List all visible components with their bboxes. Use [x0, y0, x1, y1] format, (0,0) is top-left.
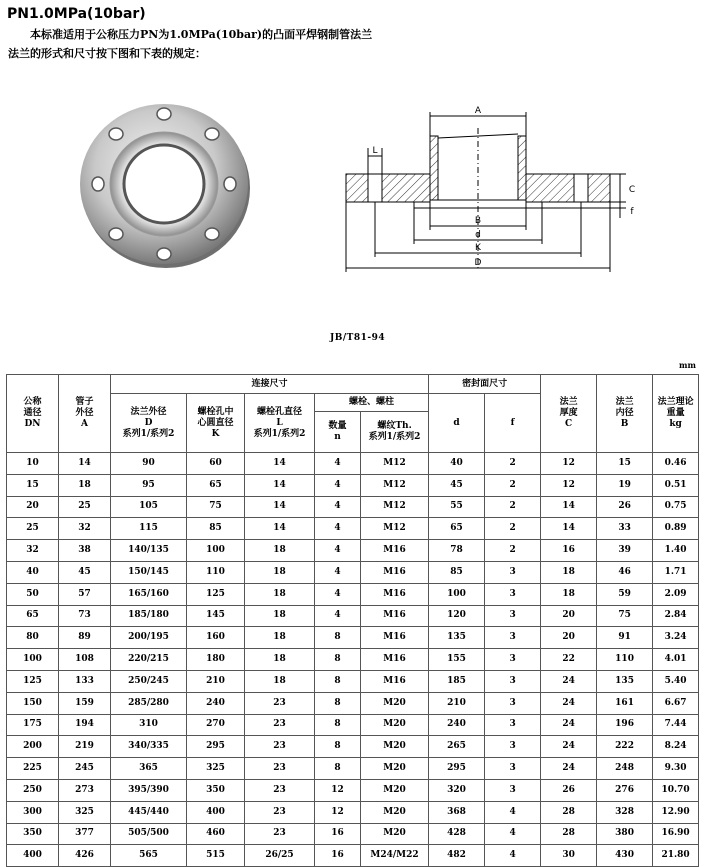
table-cell: 2	[485, 453, 541, 475]
table-cell: 270	[187, 714, 245, 736]
table-cell: 3	[485, 561, 541, 583]
table-cell: 2.09	[653, 583, 699, 605]
table-cell: 25	[59, 496, 111, 518]
table-cell: 185/180	[111, 605, 187, 627]
table-row	[7, 474, 699, 496]
table-cell: 6.67	[653, 692, 699, 714]
table-cell: 4	[315, 583, 361, 605]
table-cell: 219	[59, 736, 111, 758]
table-cell: 9.30	[653, 758, 699, 780]
flange-drawing	[330, 98, 642, 278]
table-cell: 445/440	[111, 801, 187, 823]
table-cell: M12	[361, 453, 429, 475]
header-bolts: 螺栓、螺柱	[315, 394, 429, 412]
table-cell: M24/M22	[361, 845, 429, 867]
table-cell: 3	[485, 627, 541, 649]
table-cell: M16	[361, 605, 429, 627]
table-cell: 150	[7, 692, 59, 714]
table-cell: 14	[245, 453, 315, 475]
table-cell: 220/215	[111, 649, 187, 671]
table-cell: 12	[541, 474, 597, 496]
table-cell: 100	[7, 649, 59, 671]
table-cell: 14	[541, 496, 597, 518]
label-L: L	[372, 146, 378, 156]
table-cell: 240	[429, 714, 485, 736]
table-cell: 145	[187, 605, 245, 627]
table-cell: 295	[429, 758, 485, 780]
table-cell: 276	[597, 779, 653, 801]
table-cell: 428	[429, 823, 485, 845]
table-cell: 155	[429, 649, 485, 671]
table-cell: 160	[187, 627, 245, 649]
table-cell: 4	[315, 518, 361, 540]
table-cell: 10	[7, 453, 59, 475]
table-cell: 2	[485, 474, 541, 496]
table-cell: 125	[187, 583, 245, 605]
table-cell: 200/195	[111, 627, 187, 649]
table-cell: 18	[59, 474, 111, 496]
table-cell: 8	[315, 758, 361, 780]
table-cell: 225	[7, 758, 59, 780]
header-connection: 连接尺寸	[111, 375, 429, 394]
table-cell: 4	[315, 496, 361, 518]
table-cell: 50	[7, 583, 59, 605]
table-cell: 45	[59, 561, 111, 583]
table-cell: 210	[429, 692, 485, 714]
table-cell: 565	[111, 845, 187, 867]
table-row	[7, 670, 699, 692]
table-cell: 285/280	[111, 692, 187, 714]
table-cell: 16	[541, 540, 597, 562]
label-C: C	[628, 185, 636, 195]
table-cell: 161	[597, 692, 653, 714]
table-cell: 0.46	[653, 453, 699, 475]
table-cell: 248	[597, 758, 653, 780]
intro-line-1: 本标准适用于公称压力PN为1.0MPa(10bar)的凸面平焊钢制管法兰	[30, 28, 373, 41]
table-cell: 4.01	[653, 649, 699, 671]
table-cell: 300	[7, 801, 59, 823]
table-cell: 14	[245, 496, 315, 518]
table-cell: 159	[59, 692, 111, 714]
table-cell: 0.89	[653, 518, 699, 540]
table-cell: 26/25	[245, 845, 315, 867]
table-cell: 18	[245, 605, 315, 627]
table-row	[7, 540, 699, 562]
table-cell: 120	[429, 605, 485, 627]
table-cell: 380	[597, 823, 653, 845]
table-cell: 325	[59, 801, 111, 823]
table-cell: 365	[111, 758, 187, 780]
table-cell: 250/245	[111, 670, 187, 692]
table-cell: 110	[187, 561, 245, 583]
table-cell: 40	[429, 453, 485, 475]
table-cell: M16	[361, 561, 429, 583]
table-cell: 125	[7, 670, 59, 692]
table-cell: 22	[541, 649, 597, 671]
table-cell: 14	[245, 518, 315, 540]
table-cell: 8	[315, 736, 361, 758]
header-f: f	[485, 394, 541, 453]
table-cell: M16	[361, 540, 429, 562]
table-cell: 91	[597, 627, 653, 649]
table-cell: 4	[315, 605, 361, 627]
table-cell: 23	[245, 758, 315, 780]
table-cell: 150/145	[111, 561, 187, 583]
table-cell: 15	[597, 453, 653, 475]
label-B: B	[474, 216, 482, 226]
table-row	[7, 823, 699, 845]
table-cell: M20	[361, 758, 429, 780]
standard-code: JB/T81-94	[330, 333, 386, 343]
table-cell: 430	[597, 845, 653, 867]
table-cell: 14	[59, 453, 111, 475]
table-cell: 196	[597, 714, 653, 736]
table-cell: 23	[245, 736, 315, 758]
header-thickness: 法兰 厚度 C	[541, 375, 597, 453]
table-row	[7, 801, 699, 823]
table-cell: M20	[361, 801, 429, 823]
table-cell: 426	[59, 845, 111, 867]
table-cell: 3	[485, 670, 541, 692]
flange-photo	[78, 96, 252, 270]
table-cell: 33	[597, 518, 653, 540]
table-row	[7, 649, 699, 671]
table-cell: 400	[187, 801, 245, 823]
table-cell: 18	[245, 561, 315, 583]
table-cell: 0.51	[653, 474, 699, 496]
table-cell: 18	[245, 649, 315, 671]
table-cell: 140/135	[111, 540, 187, 562]
table-cell: 46	[597, 561, 653, 583]
label-K: K	[475, 243, 481, 253]
label-A: A	[474, 106, 482, 116]
header-dn: 公称 通径 DN	[7, 375, 59, 453]
table-cell: 3	[485, 583, 541, 605]
table-row	[7, 518, 699, 540]
table-cell: 273	[59, 779, 111, 801]
table-cell: 368	[429, 801, 485, 823]
table-cell: 8	[315, 627, 361, 649]
table-cell: 32	[59, 518, 111, 540]
table-row	[7, 779, 699, 801]
table-cell: 12	[315, 801, 361, 823]
table-cell: 90	[111, 453, 187, 475]
table-cell: 194	[59, 714, 111, 736]
table-cell: 24	[541, 714, 597, 736]
table-cell: 210	[187, 670, 245, 692]
unit-label: mm	[679, 360, 696, 370]
table-cell: 15	[7, 474, 59, 496]
table-cell: 18	[245, 627, 315, 649]
table-cell: 7.44	[653, 714, 699, 736]
table-cell: 24	[541, 758, 597, 780]
table-cell: 8	[315, 714, 361, 736]
table-cell: 4	[485, 823, 541, 845]
table-cell: 2	[485, 496, 541, 518]
table-cell: 75	[187, 496, 245, 518]
table-cell: 12	[541, 453, 597, 475]
table-cell: 28	[541, 823, 597, 845]
table-cell: 24	[541, 736, 597, 758]
table-cell: 18	[541, 583, 597, 605]
table-cell: 200	[7, 736, 59, 758]
table-cell: 4	[485, 801, 541, 823]
table-cell: M16	[361, 627, 429, 649]
table-cell: 105	[111, 496, 187, 518]
table-cell: 175	[7, 714, 59, 736]
table-cell: 30	[541, 845, 597, 867]
table-cell: 377	[59, 823, 111, 845]
table-cell: 24	[541, 692, 597, 714]
table-cell: 21.80	[653, 845, 699, 867]
table-cell: 4	[315, 474, 361, 496]
table-cell: 8.24	[653, 736, 699, 758]
header-inner-dia: 法兰 内径 B	[597, 375, 653, 453]
table-cell: M20	[361, 779, 429, 801]
table-cell: 4	[315, 540, 361, 562]
table-cell: 18	[245, 670, 315, 692]
table-cell: 85	[187, 518, 245, 540]
table-cell: 65	[429, 518, 485, 540]
table-cell: 5.40	[653, 670, 699, 692]
table-row	[7, 758, 699, 780]
table-cell: 12.90	[653, 801, 699, 823]
header-thread: 螺纹Th. 系列1/系列2	[361, 412, 429, 453]
table-cell: 295	[187, 736, 245, 758]
table-cell: 400	[7, 845, 59, 867]
table-cell: 350	[7, 823, 59, 845]
table-cell: 65	[7, 605, 59, 627]
table-cell: 2.84	[653, 605, 699, 627]
header-d: d	[429, 394, 485, 453]
table-cell: M20	[361, 736, 429, 758]
table-cell: 3	[485, 692, 541, 714]
table-cell: 328	[597, 801, 653, 823]
table-cell: 25	[7, 518, 59, 540]
table-cell: 24	[541, 670, 597, 692]
table-cell: 32	[7, 540, 59, 562]
table-cell: 340/335	[111, 736, 187, 758]
table-row	[7, 627, 699, 649]
table-cell: M16	[361, 649, 429, 671]
table-cell: 23	[245, 823, 315, 845]
header-seal-face: 密封面尺寸	[429, 375, 541, 394]
table-cell: 12	[315, 779, 361, 801]
table-cell: 16	[315, 845, 361, 867]
table-cell: 4	[485, 845, 541, 867]
table-cell: 14	[541, 518, 597, 540]
table-cell: 18	[541, 561, 597, 583]
header-bolt-circle: 螺栓孔中 心圆直径 K	[187, 394, 245, 453]
table-cell: 3	[485, 779, 541, 801]
table-cell: 19	[597, 474, 653, 496]
table-cell: 1.40	[653, 540, 699, 562]
table-cell: 222	[597, 736, 653, 758]
table-cell: 20	[541, 605, 597, 627]
table-cell: 80	[7, 627, 59, 649]
table-cell: 57	[59, 583, 111, 605]
table-cell: 245	[59, 758, 111, 780]
table-cell: 55	[429, 496, 485, 518]
table-cell: 240	[187, 692, 245, 714]
header-outer-dia: 法兰外径 D 系列1/系列2	[111, 394, 187, 453]
table-cell: 23	[245, 801, 315, 823]
page-title: PN1.0MPa(10bar)	[7, 6, 146, 22]
label-D: D	[474, 258, 482, 268]
table-cell: 2	[485, 518, 541, 540]
table-row	[7, 736, 699, 758]
table-cell: M12	[361, 518, 429, 540]
table-cell: 28	[541, 801, 597, 823]
table-cell: 135	[597, 670, 653, 692]
table-cell: 18	[245, 583, 315, 605]
table-cell: 115	[111, 518, 187, 540]
table-cell: 8	[315, 649, 361, 671]
table-cell: 133	[59, 670, 111, 692]
table-cell: 505/500	[111, 823, 187, 845]
table-cell: 85	[429, 561, 485, 583]
table-cell: 23	[245, 692, 315, 714]
table-row	[7, 453, 699, 475]
table-cell: 26	[541, 779, 597, 801]
table-cell: 95	[111, 474, 187, 496]
table-cell: 460	[187, 823, 245, 845]
table-cell: 89	[59, 627, 111, 649]
table-cell: M16	[361, 670, 429, 692]
header-bolt-hole: 螺栓孔直径 L 系列1/系列2	[245, 394, 315, 453]
table-cell: 180	[187, 649, 245, 671]
table-cell: M20	[361, 714, 429, 736]
table-cell: 3	[485, 649, 541, 671]
table-cell: 39	[597, 540, 653, 562]
table-cell: 2	[485, 540, 541, 562]
table-cell: 310	[111, 714, 187, 736]
table-cell: 8	[315, 670, 361, 692]
table-cell: 8	[315, 692, 361, 714]
table-cell: 1.71	[653, 561, 699, 583]
table-cell: 135	[429, 627, 485, 649]
table-cell: 20	[541, 627, 597, 649]
table-cell: 59	[597, 583, 653, 605]
header-pipe-od: 管子 外径 A	[59, 375, 111, 453]
table-cell: 26	[597, 496, 653, 518]
header-weight: 法兰理论 重量 kg	[653, 375, 699, 453]
table-cell: 515	[187, 845, 245, 867]
table-cell: 3	[485, 714, 541, 736]
table-cell: 78	[429, 540, 485, 562]
table-cell: 20	[7, 496, 59, 518]
table-cell: 23	[245, 714, 315, 736]
table-row	[7, 605, 699, 627]
table-cell: 3	[485, 605, 541, 627]
table-cell: 110	[597, 649, 653, 671]
table-cell: 0.75	[653, 496, 699, 518]
table-cell: 23	[245, 779, 315, 801]
table-cell: 108	[59, 649, 111, 671]
table-cell: M20	[361, 692, 429, 714]
intro-line-2: 法兰的形式和尺寸按下图和下表的规定：	[8, 47, 206, 60]
label-d: d	[475, 230, 481, 240]
table-cell: 10.70	[653, 779, 699, 801]
table-row	[7, 496, 699, 518]
table-cell: 4	[315, 453, 361, 475]
table-cell: 185	[429, 670, 485, 692]
table-row	[7, 692, 699, 714]
table-cell: 60	[187, 453, 245, 475]
table-body	[7, 453, 699, 867]
intro-text	[8, 25, 372, 63]
table-cell: 38	[59, 540, 111, 562]
table-row	[7, 583, 699, 605]
table-cell: M12	[361, 474, 429, 496]
table-row	[7, 561, 699, 583]
table-cell: 18	[245, 540, 315, 562]
table-cell: 73	[59, 605, 111, 627]
table-cell: 65	[187, 474, 245, 496]
table-cell: 395/390	[111, 779, 187, 801]
table-row	[7, 714, 699, 736]
table-cell: 3	[485, 758, 541, 780]
label-f: f	[630, 207, 634, 217]
table-row	[7, 845, 699, 867]
table-cell: 16	[315, 823, 361, 845]
table-cell: 250	[7, 779, 59, 801]
flange-spec-table	[6, 374, 699, 867]
table-cell: 350	[187, 779, 245, 801]
table-cell: 45	[429, 474, 485, 496]
table-cell: M20	[361, 823, 429, 845]
header-bolt-count: 数量 n	[315, 412, 361, 453]
table-cell: 16.90	[653, 823, 699, 845]
table-cell: 3.24	[653, 627, 699, 649]
table-cell: 320	[429, 779, 485, 801]
table-cell: 100	[187, 540, 245, 562]
table-cell: 3	[485, 736, 541, 758]
table-cell: 100	[429, 583, 485, 605]
table-cell: 4	[315, 561, 361, 583]
table-cell: 165/160	[111, 583, 187, 605]
table-cell: 482	[429, 845, 485, 867]
table-cell: 75	[597, 605, 653, 627]
table-cell: 14	[245, 474, 315, 496]
table-cell: 40	[7, 561, 59, 583]
table-cell: 325	[187, 758, 245, 780]
table-cell: M12	[361, 496, 429, 518]
table-cell: M16	[361, 583, 429, 605]
table-cell: 265	[429, 736, 485, 758]
